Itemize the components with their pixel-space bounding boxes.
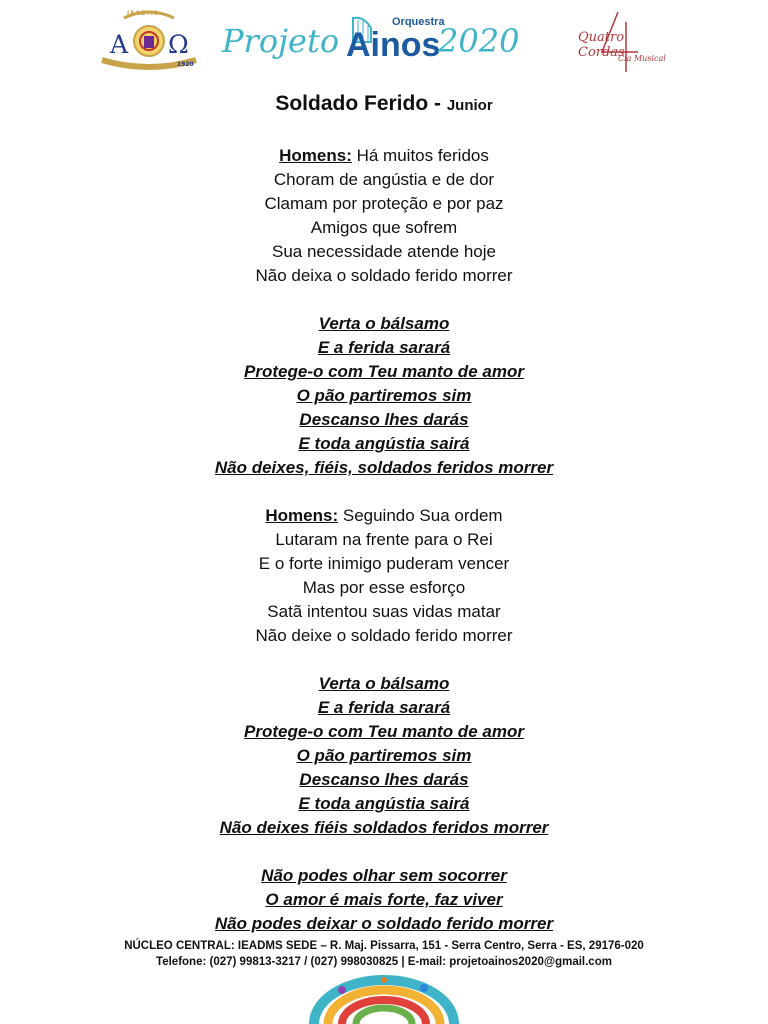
lyric-text: Protege-o com Teu manto de amor: [244, 722, 524, 741]
logo-year: 2020: [438, 22, 520, 60]
lyric-line: [0, 888, 768, 912]
lyric-line: [0, 672, 768, 696]
lyric-line: [0, 240, 768, 264]
lyric-line: [0, 600, 768, 624]
lyric-line: [0, 504, 768, 528]
lyric-line: [0, 456, 768, 480]
lyric-text: E a ferida sarará: [317, 698, 451, 717]
projeto-ainos-logo: [222, 8, 552, 74]
lyric-text: Verta o bálsamo: [318, 674, 450, 693]
omega-glyph: Ω: [168, 30, 189, 59]
lyric-line: [0, 384, 768, 408]
lyric-line: [0, 168, 768, 192]
lyric-text: E o forte inimigo puderam vencer: [258, 554, 510, 573]
lyric-text: Mas por esse esforço: [302, 578, 466, 597]
lyric-text: O pão partiremos sim: [296, 746, 472, 765]
lyric-text: E toda angústia sairá: [298, 434, 470, 453]
lyric-line: [0, 336, 768, 360]
music-arc-icon: [306, 970, 462, 1024]
song-title-main: Soldado Ferido -: [275, 92, 447, 115]
lyric-text: Lutaram na frente para o Rei: [275, 530, 493, 549]
lyric-text: Choram de angústia e de dor: [273, 170, 495, 189]
lyric-text: Clamam por proteção e por paz: [264, 194, 504, 213]
lyric-line: [0, 576, 768, 600]
lyric-text: Não podes deixar o soldado ferido morrer: [214, 914, 554, 933]
lyric-text: Há muitos feridos: [356, 146, 489, 165]
lyric-text: Não deixa o soldado ferido morrer: [255, 266, 513, 285]
logo-word-projeto: Projeto: [222, 22, 340, 60]
quatro-cordas-logo: [574, 8, 674, 74]
alpha-glyph: Α: [110, 30, 129, 59]
lyric-line: [0, 864, 768, 888]
seal-year: 1920: [177, 61, 194, 68]
footer-address: NÚCLEO CENTRAL: IEADMS SEDE – R. Maj. Pissarra, 151 - Serra Centro, Serra - ES, 29176-020: [124, 940, 644, 952]
lyric-text: Descanso lhes darás: [299, 410, 469, 429]
lyric-text: Não deixes, fiéis, soldados feridos morrer: [214, 458, 554, 477]
lyric-line: [0, 720, 768, 744]
lyric-text: O amor é mais forte, faz viver: [265, 890, 503, 909]
lyric-line: [0, 696, 768, 720]
lyric-text: O pão partiremos sim: [296, 386, 472, 405]
lyric-text: Seguindo Sua ordem: [342, 506, 503, 525]
lyric-line: [0, 312, 768, 336]
footer-contact: Telefone: (027) 99813-3217 / (027) 998030825 | E-mail: projetoainos2020@gmail.com: [156, 956, 612, 968]
lyric-text: Não podes olhar sem socorrer: [261, 866, 507, 885]
speaker-label: Homens:: [265, 506, 339, 525]
page-header: [0, 0, 768, 82]
speaker-label: Homens:: [279, 146, 352, 165]
chorus-stanza: [0, 312, 768, 480]
logo-name: Quatro Cordas: [578, 30, 625, 60]
lyric-text: Amigos que sofrem: [310, 218, 458, 237]
lyric-line: [0, 792, 768, 816]
lyric-text: Satã intentou suas vidas matar: [267, 602, 501, 621]
verse-stanza: [0, 144, 768, 288]
footer: [0, 938, 768, 970]
lyric-text: E a ferida sarará: [317, 338, 451, 357]
lyric-line: [0, 624, 768, 648]
lyric-line: [0, 408, 768, 432]
verse-stanza: [0, 504, 768, 648]
lyric-text: Verta o bálsamo: [318, 314, 450, 333]
lyrics: [0, 144, 768, 960]
lyric-line: [0, 768, 768, 792]
lyric-line: [0, 552, 768, 576]
logo-word-orquestra: Orquestra: [392, 16, 445, 28]
lyric-text: Não deixe o soldado ferido morrer: [255, 626, 513, 645]
logo-subtitle: Cia Musical: [618, 54, 666, 63]
lyric-line: [0, 432, 768, 456]
song-title: [0, 92, 768, 116]
lyric-line: [0, 144, 768, 168]
lyric-line: [0, 264, 768, 288]
lyric-text: Descanso lhes darás: [299, 770, 469, 789]
chorus-stanza: [0, 864, 768, 936]
ieadms-logo: [94, 8, 204, 74]
lyric-line: [0, 528, 768, 552]
lyric-text: E toda angústia sairá: [298, 794, 470, 813]
lyric-line: [0, 360, 768, 384]
lyric-line: [0, 744, 768, 768]
lyric-line: [0, 216, 768, 240]
chorus-stanza: [0, 672, 768, 840]
lyric-line: [0, 912, 768, 936]
seal-label: IEADMS: [127, 10, 160, 17]
lyric-line: [0, 816, 768, 840]
lyric-line: [0, 192, 768, 216]
song-title-sub: Junior: [446, 97, 493, 114]
logo-word-ainos: Ainos: [346, 26, 441, 64]
lyric-text: Protege-o com Teu manto de amor: [244, 362, 524, 381]
lyric-text: Sua necessidade atende hoje: [271, 242, 496, 261]
lyric-text: Não deixes fiéis soldados feridos morrer: [219, 818, 549, 837]
